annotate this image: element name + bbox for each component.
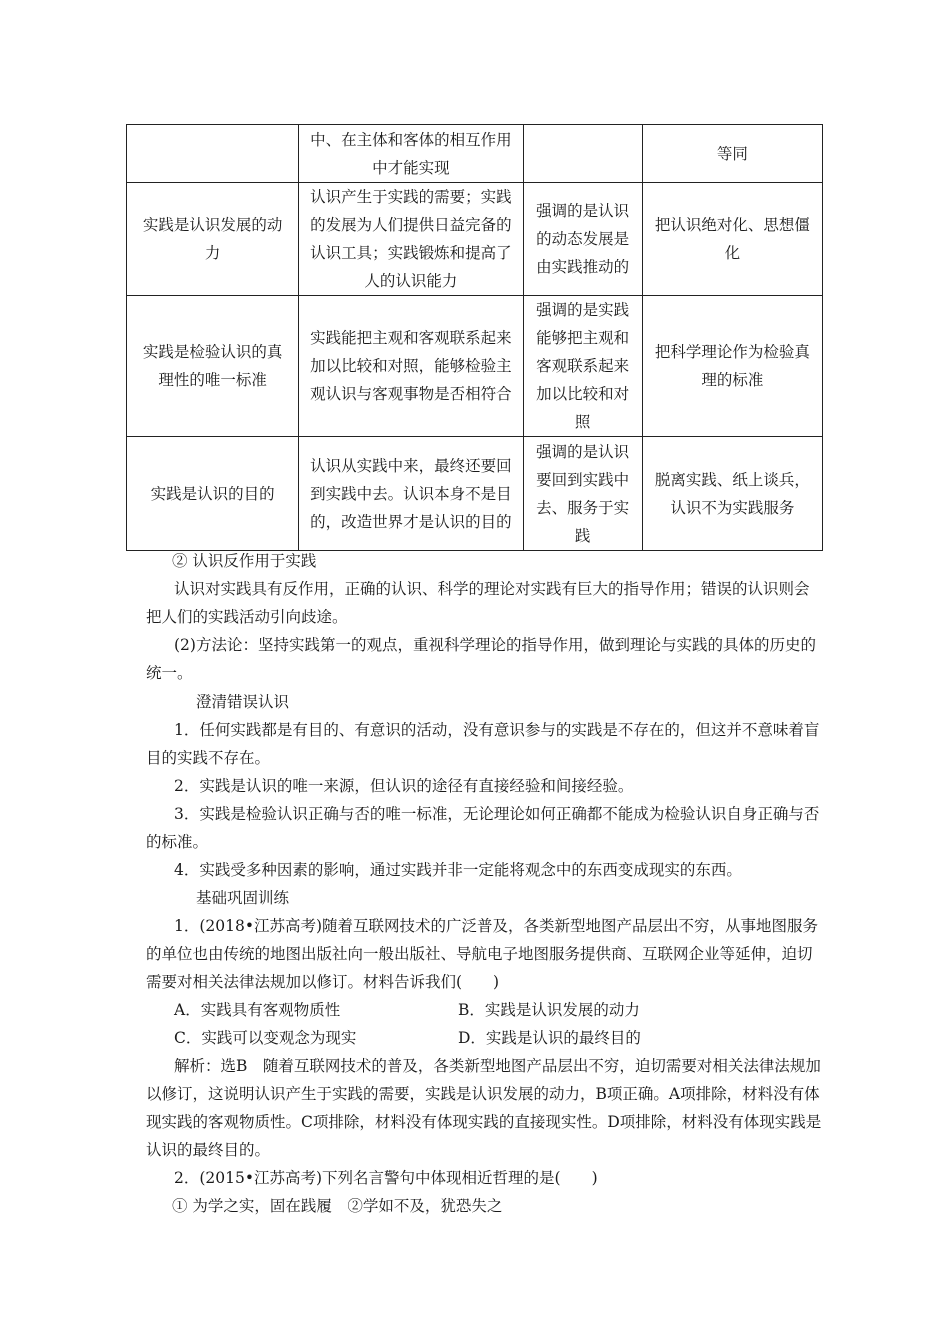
option-c: C．实践可以变观念为现实 xyxy=(174,1029,357,1047)
section-heading: 澄清错误认识 xyxy=(196,693,290,711)
table-cell: 强调的是实践能够把主观和客观联系起来加以比较和对照 xyxy=(523,296,642,437)
table-row xyxy=(127,296,823,437)
list-item: 1．任何实践都是有目的、有意识的活动，没有意识参与的实践是不存在的，但这并不意味着盲目的实践不存在。 xyxy=(146,721,820,767)
option-a: A．实践具有客观物质性 xyxy=(174,1001,341,1019)
table-row xyxy=(127,183,823,296)
question-stem: 2．(2015•江苏高考)下列名言警句中体现相近哲理的是( ) xyxy=(174,1169,598,1187)
table-cell: 强调的是认识要回到实践中去、服务于实践 xyxy=(523,437,642,551)
list-item: 3．实践是检验认识正确与否的唯一标准，无论理论如何正确都不能成为检验认识自身正确与否的标准。 xyxy=(146,805,820,851)
list-item: 4．实践受多种因素的影响，通过实践并非一定能将观念中的东西变成现实的东西。 xyxy=(174,861,742,879)
table-cell: 实践是检验认识的真理性的唯一标准 xyxy=(127,296,299,437)
table-row xyxy=(127,437,823,551)
question-items: ① 为学之实，固在践履 ②学如不及，犹恐失之 xyxy=(172,1197,503,1215)
table-cell xyxy=(127,125,299,183)
table-cell: 把认识绝对化、思想僵化 xyxy=(642,183,822,296)
list-item: 2．实践是认识的唯一来源，但认识的途径有直接经验和间接经验。 xyxy=(174,777,634,795)
table-cell: 实践能把主观和客观联系起来加以比较和对照，能够检验主观认识与客观事物是否相符合 xyxy=(299,296,523,437)
methodology-paragraph: (2)方法论：坚持实践第一的观点，重视科学理论的指导作用，做到理论与实践的具体的历史的统一。 xyxy=(146,636,816,682)
table-cell: 中、在主体和客体的相互作用中才能实现 xyxy=(299,125,523,183)
question-stem: 1．(2018•江苏高考)随着互联网技术的广泛普及，各类新型地图产品层出不穷，从事地图服务的单位也由传统的地图出版社向一般出版社、导航电子地图服务提供商、互联网企业等延伸，迫切需要对相关法律法规加以修订。材料告诉我们( ) xyxy=(146,917,819,991)
table-cell: 认识从实践中来，最终还要回到实践中去。认识本身不是目的，改造世界才是认识的目的 xyxy=(299,437,523,551)
answer-analysis: 解析：选B 随着互联网技术的普及，各类新型地图产品层出不穷，迫切需要对相关法律法规加以修订，这说明认识产生于实践的需要，实践是认识发展的动力，B项正确。A项排除，材料没有体现实践的客观物质性。C项排除，材料没有体现实践的直接现实性。D项排除，材料没有体现实践是认识的最终目的。 xyxy=(146,1057,822,1159)
subsection-heading: ② 认识反作用于实践 xyxy=(172,552,317,570)
section-heading: 基础巩固训练 xyxy=(196,889,290,907)
comparison-table xyxy=(126,124,823,551)
option-b: B．实践是认识发展的动力 xyxy=(458,1001,640,1019)
table-cell: 认识产生于实践的需要；实践的发展为人们提供日益完备的认识工具；实践锻炼和提高了人的认识能力 xyxy=(299,183,523,296)
table-cell: 脱离实践、纸上谈兵，认识不为实践服务 xyxy=(642,437,822,551)
table-cell: 实践是认识的目的 xyxy=(127,437,299,551)
table-row xyxy=(127,125,823,183)
paragraph: 认识对实践具有反作用，正确的认识、科学的理论对实践有巨大的指导作用；错误的认识则会把人们的实践活动引向歧途。 xyxy=(146,580,810,626)
table-cell: 把科学理论作为检验真理的标准 xyxy=(642,296,822,437)
option-d: D．实践是认识的最终目的 xyxy=(458,1029,641,1047)
table-cell xyxy=(523,125,642,183)
table-cell: 实践是认识发展的动力 xyxy=(127,183,299,296)
table-cell: 等同 xyxy=(642,125,822,183)
table-cell: 强调的是认识的动态发展是由实践推动的 xyxy=(523,183,642,296)
